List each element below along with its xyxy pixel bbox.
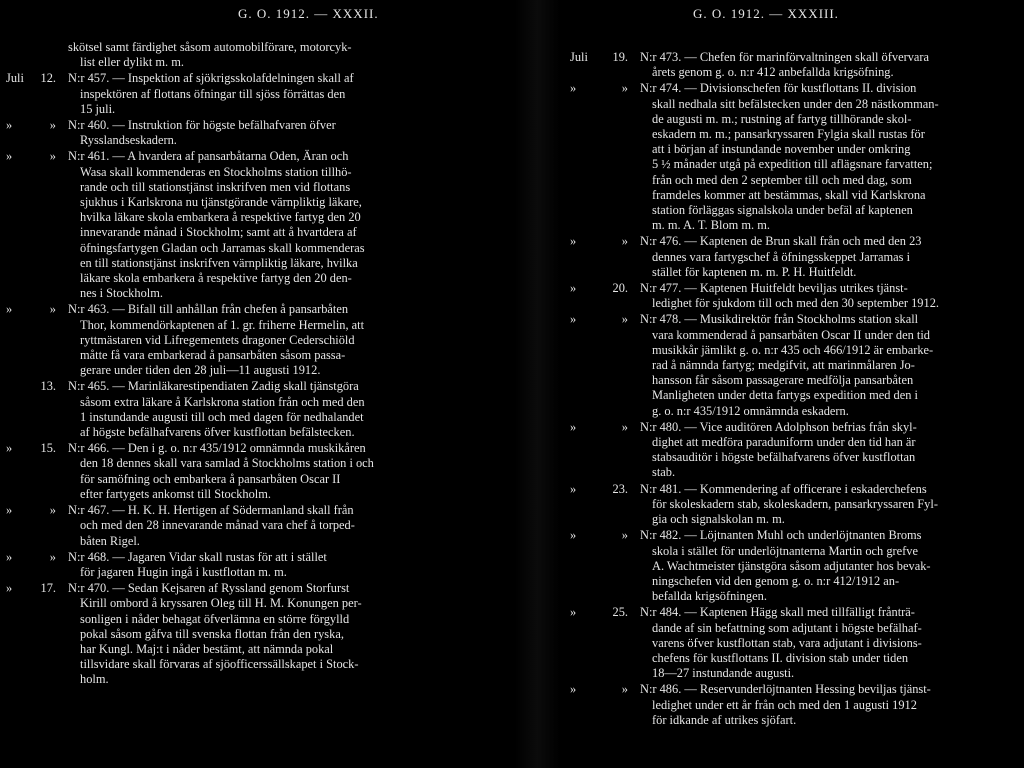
text-line: N:r 468. — Jagaren Vidar skall rustas för att i stället [68, 549, 327, 564]
text-line: N:r 463. — Bifall till anhållan från chefen å pansarbåten [68, 302, 349, 317]
order-entry [0, 71, 515, 117]
entry-text [632, 281, 1015, 311]
entry-day: 13. [40, 379, 56, 394]
entry-text [632, 420, 1015, 481]
text-line: stället för kaptenen m. m. P. H. Huitfeldt. [652, 264, 857, 279]
text-line: ryttmästaren vid Lifregementets dragoner Cederschiöld [80, 332, 355, 347]
order-entry [560, 312, 1015, 418]
text-line: befallda krigsöfningen. [652, 589, 767, 604]
entry-day: 19. [612, 50, 628, 64]
entry-day: » [621, 81, 628, 96]
entry-month: » [570, 419, 577, 434]
text-line: eskadern m. m.; pansarkryssaren Fylgia skall rustas för [652, 127, 925, 142]
text-line: vara kommenderad å pansarbåten Oscar II under den tid [652, 327, 930, 342]
entry-text [60, 149, 515, 301]
entry-day: » [49, 302, 56, 317]
text-line: N:r 477. — Kaptenen Huitfeldt beviljas utrikes tjänst- [640, 281, 908, 296]
text-line: måtte få vara embarkerad å pansarbåten såsom passa- [80, 348, 346, 363]
entry-text [60, 71, 515, 117]
text-line: g. o. n:r 435/1912 omnämnda eskadern. [652, 403, 849, 418]
text-line: tillsvidare skall förvaras af sjöofficerssällskapet i Stock- [80, 657, 359, 672]
entry-month: » [570, 605, 577, 620]
order-entry [0, 379, 515, 440]
entry-text [632, 50, 1015, 80]
text-line: inspektören af flottans öfningar till sjöss förrättas den [80, 86, 346, 101]
text-line: läkare skola embarkera å respektive fartyg den 20 den- [80, 271, 352, 286]
entry-text [632, 81, 1015, 233]
entry-text [632, 312, 1015, 418]
order-entry [560, 81, 1015, 233]
text-line: stabsauditör i högste befälhafvarens öfver kustflottan [652, 450, 916, 465]
entry-month: Juli [570, 50, 588, 64]
order-entry [0, 149, 515, 301]
entry-text [60, 379, 515, 440]
entry-text [632, 234, 1015, 280]
text-line: station förläggas signalskola under befäl af kaptenen [652, 203, 913, 218]
text-line: rande och till stationstjänst inskrifven men vid flottans [80, 179, 351, 194]
text-line: hvilka läkare skola embarkera å respektive fartyg den 20 [80, 210, 361, 225]
entry-day: » [621, 234, 628, 249]
text-line: Rysslandseskadern. [80, 133, 177, 148]
left-page-header: G. O. 1912. — XXXII. [238, 6, 379, 21]
text-line: innevarande månad i Stockholm; samt att å hvartdera af [80, 225, 357, 240]
entry-day [30, 40, 60, 70]
text-line: gia och signalskolan m. m. [652, 512, 785, 527]
order-entry [560, 482, 1015, 528]
text-line: 5 ½ månader utgå på expedition till aflägsnare farvatten; [652, 157, 933, 172]
text-line: Manligheten under detta fartygs expedition med den i [652, 388, 918, 403]
text-line: 15 juli. [80, 101, 116, 116]
text-line: m. m. A. T. Blom m. m. [652, 218, 770, 233]
entry-month: » [570, 312, 577, 327]
order-entry [0, 503, 515, 549]
text-line: gerare under tiden den 28 juli—11 augusti 1912. [80, 363, 321, 378]
text-line: har Kungl. Maj:t i nåder bestämt, att nämnda pokal [80, 641, 334, 656]
order-entry [0, 302, 515, 378]
entry-day: 25. [612, 605, 628, 620]
text-line: att i början af instundande november under omkring [652, 142, 911, 157]
entry-day: 15. [40, 441, 56, 456]
text-line: och med den 28 innevarande månad vara chef å torped- [80, 518, 355, 533]
text-line: 18—27 instundande augusti. [652, 666, 795, 681]
order-entry [560, 420, 1015, 481]
entry-day: » [621, 682, 628, 697]
text-line: efter fartygets ankomst till Stockholm. [80, 486, 271, 501]
text-line: chefens för kustflottans II. division stab under tiden [652, 650, 909, 665]
order-entry [0, 441, 515, 502]
text-line: N:r 460. — Instruktion för högste befälhafvaren öfver [68, 118, 336, 133]
entry-day: » [621, 528, 628, 543]
entry-text [60, 581, 515, 687]
text-line: N:r 470. — Sedan Kejsaren af Ryssland genom Storfurst [68, 581, 350, 596]
order-entry [0, 40, 515, 70]
text-line: ledighet under ett år från och med den 1 augusti 1912 [652, 697, 917, 712]
entry-day: » [49, 118, 56, 133]
order-entry [0, 118, 515, 148]
order-entry [560, 234, 1015, 280]
text-line: N:r 481. — Kommendering af officerare i eskaderchefens [640, 481, 927, 496]
text-line: af högste befälhafvarens öfver kustflottan befälstecken. [80, 425, 355, 440]
text-line: framdeles kommer att bestämmas, skall vid Karlskrona [652, 187, 926, 202]
entry-month: » [570, 528, 577, 543]
entry-month [0, 40, 30, 70]
book-gutter [515, 0, 560, 768]
entry-text [60, 441, 515, 502]
text-line: dennes vara fartygschef å öfningsskeppet Jarramas i [652, 249, 911, 264]
text-line: stab. [652, 465, 676, 480]
text-line: holm. [80, 672, 109, 687]
entry-text [60, 40, 515, 70]
entry-month: » [6, 503, 13, 518]
text-line: Thor, kommendörkaptenen af 1. gr. friherre Hermelin, att [80, 317, 365, 332]
entry-text [632, 605, 1015, 681]
entry-month: » [570, 81, 577, 96]
entry-text [60, 550, 515, 580]
text-line: skötsel samt färdighet såsom automobilförare, motorcyk- [68, 40, 352, 54]
entry-month: » [570, 481, 577, 496]
entry-text [632, 528, 1015, 604]
order-entry [560, 281, 1015, 311]
text-line: A. Wachtmeister tjänstgöra såsom adjutanter hos bevak- [652, 558, 931, 573]
entry-day: 23. [612, 481, 628, 496]
text-line: N:r 474. — Divisionschefen för kustflottans II. division [640, 81, 917, 96]
entry-text [60, 503, 515, 549]
text-line: N:r 466. — Den i g. o. n:r 435/1912 omnämnda muskikåren [68, 441, 366, 456]
text-line: öfningsfartygen Gladan och Jarramas skall kommenderas [80, 240, 365, 255]
text-line: skola i stället för underlöjtnanterna Martin och grefve [652, 543, 918, 558]
text-line: 1 instundande augusti till och med dagen för nedhalandet [80, 409, 364, 424]
text-line: N:r 484. — Kaptenen Hägg skall med tillfälligt frånträ- [640, 605, 915, 620]
text-line: N:r 476. — Kaptenen de Brun skall från och med den 23 [640, 234, 922, 249]
entry-month: » [6, 302, 13, 317]
text-line: den 18 dennes skall vara samlad å Stockholms station i och [80, 456, 374, 471]
text-line: N:r 461. — A hvardera af pansarbåtarna Oden, Äran och [68, 149, 349, 164]
text-line: musikkår jämlikt g. o. n:r 435 och 466/1912 är embarke- [652, 342, 934, 357]
text-line: N:r 473. — Chefen för marinförvaltningen skall öfvervara [640, 50, 930, 64]
text-line: båten Rigel. [80, 533, 140, 548]
text-line: N:r 482. — Löjtnanten Muhl och underlöjtnanten Broms [640, 528, 922, 543]
entry-day: 12. [40, 71, 56, 86]
order-entry [0, 581, 515, 687]
text-line: pokal såsom gåfva till svenska flottan från den ryska, [80, 626, 344, 641]
entry-text [60, 118, 515, 148]
text-line: sonligen i nåder behagat öfverlämna en större förgylld [80, 611, 350, 626]
entry-month: » [570, 682, 577, 697]
text-line: N:r 478. — Musikdirektör från Stockholms station skall [640, 312, 919, 327]
text-line: N:r 465. — Marinläkarestipendiaten Zadig skall tjänstgöra [68, 379, 359, 394]
text-line: sjukhus i Karlskrona nu tjänstgörande värnpliktig läkare, [80, 195, 362, 210]
text-line: en till stationstjänst inskrifven värnpliktig läkare, hvilka [80, 255, 358, 270]
text-line: årets genom g. o. n:r 412 anbefallda krigsöfning. [652, 65, 894, 80]
entry-month [0, 379, 30, 440]
left-entries [0, 40, 515, 688]
right-entries [560, 50, 1015, 728]
text-line: ledighet för sjukdom till och med den 30 september 1912. [652, 296, 939, 311]
text-line: såsom extra läkare å Karlskrona station från och med den [80, 394, 365, 409]
text-line: list eller dylikt m. m. [80, 55, 184, 70]
order-entry [560, 682, 1015, 728]
text-line: Kirill ombord å kryssaren Oleg till H. M. Konungen per- [80, 596, 362, 611]
text-line: för skoleskadern stab, skoleskadern, pansarkryssaren Fyl- [652, 496, 938, 511]
text-line: varens öfver kustflottan stab, vara adjutant i divisions- [652, 635, 922, 650]
text-line: hansson får såsom passagerare medfölja pansarbåten [652, 373, 914, 388]
entry-month: » [6, 149, 13, 164]
entry-day: » [49, 549, 56, 564]
text-line: rad å nämnda fartyg; medgifvit, att marinmålaren Jo- [652, 358, 915, 373]
entry-day: » [49, 149, 56, 164]
entry-month: » [6, 581, 13, 596]
text-line: N:r 467. — H. K. H. Hertigen af Södermanland skall från [68, 503, 354, 518]
text-line: dande af sin befattning som adjutant i högste befälhaf- [652, 620, 922, 635]
text-line: de augusti m. m.; rustning af fartyg tillhörande skol- [652, 111, 912, 126]
text-line: ningschefen vid den genom g. o. n:r 412/1912 an- [652, 573, 900, 588]
entry-day: » [621, 312, 628, 327]
text-line: skall nedhala sitt befälstecken under den 28 nästkomman- [652, 96, 939, 111]
text-line: N:r 457. — Inspektion af sjökrigsskolafdelningen skall af [68, 71, 354, 86]
right-page-header: G. O. 1912. — XXXIII. [693, 6, 839, 21]
entry-month: » [570, 281, 577, 296]
text-line: N:r 486. — Reservunderlöjtnanten Hessing beviljas tjänst- [640, 682, 931, 697]
order-entry [560, 528, 1015, 604]
entry-month: » [6, 118, 13, 133]
order-entry [560, 50, 1015, 80]
text-line: för idkande af utrikes sjöfart. [652, 712, 797, 727]
entry-day: 20. [612, 281, 628, 296]
entry-text [632, 682, 1015, 728]
entry-month: » [570, 234, 577, 249]
text-line: för samöfning och embarkera å pansarbåten Oscar II [80, 471, 341, 486]
text-line: Wasa skall kommenderas en Stockholms station tillhö- [80, 164, 352, 179]
order-entry [560, 605, 1015, 681]
text-line: från och med den 2 september till och med dag, som [652, 172, 912, 187]
entry-day: » [49, 503, 56, 518]
text-line: N:r 480. — Vice auditören Adolphson befrias från skyl- [640, 419, 917, 434]
entry-month: » [6, 549, 13, 564]
entry-text [60, 302, 515, 378]
entry-month: » [6, 441, 13, 456]
text-line: för jagaren Hugin ingå i kustflottan m. m. [80, 564, 287, 579]
order-entry [0, 550, 515, 580]
entry-day: 17. [40, 581, 56, 596]
text-line: nes i Stockholm. [80, 286, 163, 301]
text-line: dighet att medföra paraduniform under den tid han är [652, 435, 916, 450]
entry-month: Juli [6, 71, 24, 86]
entry-text [632, 482, 1015, 528]
entry-day: » [621, 419, 628, 434]
